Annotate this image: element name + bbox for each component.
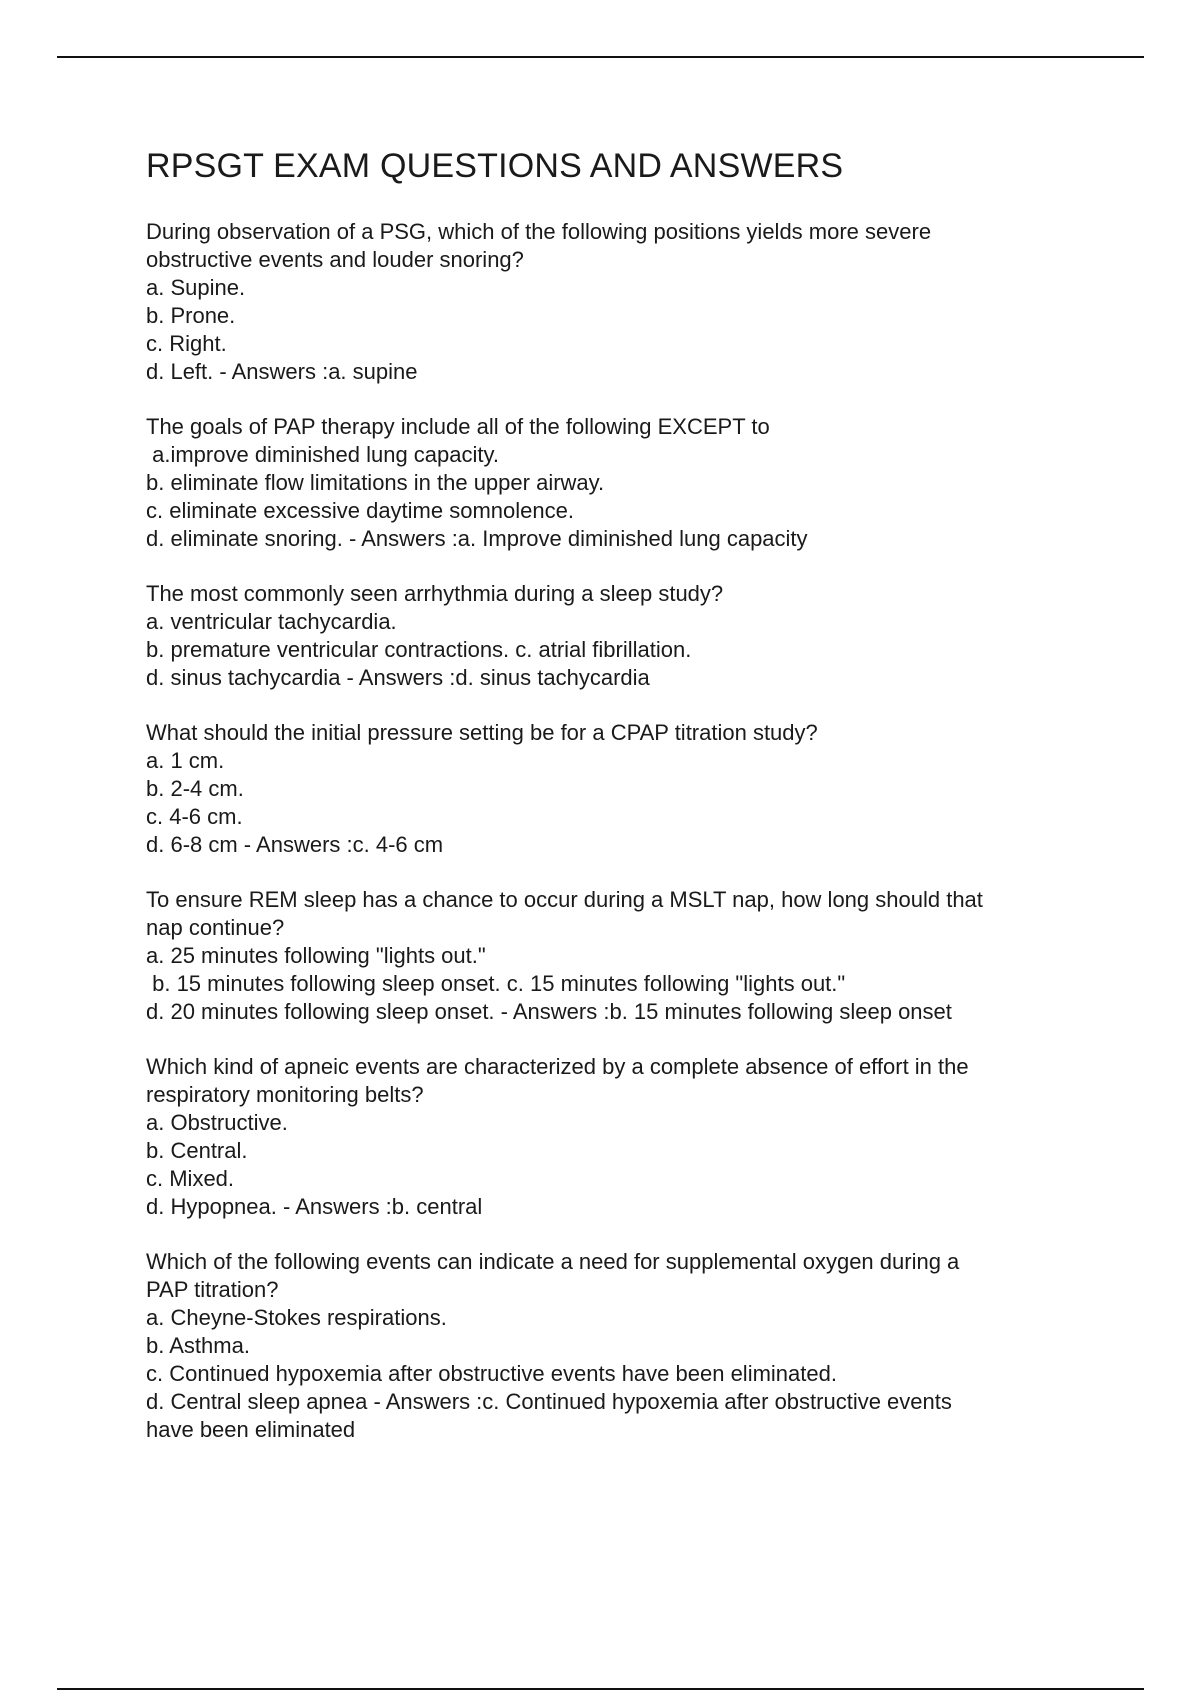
option-line: c. Mixed. [146,1166,235,1191]
option-line: a. ventricular tachycardia. [146,609,397,634]
top-rule [57,56,1144,58]
option-line: b. eliminate flow limitations in the upper airway. [146,470,605,495]
answer-line: d. Left. - Answers :a. supine [146,359,418,384]
question-block [146,886,1096,1026]
option-line: c. Right. [146,331,227,356]
option-line: b. 15 minutes following sleep onset. c. 15 minutes following "lights out." [146,971,846,996]
question-line: obstructive events and louder snoring? [146,247,524,272]
question-block [146,413,1096,553]
option-line: a. Cheyne-Stokes respirations. [146,1305,447,1330]
question-line: nap continue? [146,915,285,940]
option-line: b. Asthma. [146,1333,250,1358]
option-line: a. 25 minutes following "lights out." [146,943,486,968]
answer-line: d. 6-8 cm - Answers :c. 4-6 cm [146,832,444,857]
option-line: c. 4-6 cm. [146,804,243,829]
question-line: respiratory monitoring belts? [146,1082,424,1107]
option-line: b. 2-4 cm. [146,776,244,801]
answer-line: d. Hypopnea. - Answers :b. central [146,1194,483,1219]
question-block [146,218,1096,386]
answer-line: d. Central sleep apnea - Answers :c. Continued hypoxemia after obstructive events [146,1389,952,1414]
option-line: b. premature ventricular contractions. c. atrial fibrillation. [146,637,692,662]
answer-line: d. 20 minutes following sleep onset. - Answers :b. 15 minutes following sleep onset [146,999,952,1024]
document-content [146,140,1096,1471]
option-line: a. Obstructive. [146,1110,288,1135]
question-line: During observation of a PSG, which of the following positions yields more severe [146,219,932,244]
option-line: a.improve diminished lung capacity. [146,442,499,467]
page-title: RPSGT EXAM QUESTIONS AND ANSWERS [146,147,844,185]
option-line: c. eliminate excessive daytime somnolence. [146,498,574,523]
option-line: b. Central. [146,1138,248,1163]
question-line: Which kind of apneic events are characterized by a complete absence of effort in the [146,1054,969,1079]
question-block [146,719,1096,859]
bottom-rule [57,1688,1144,1690]
question-line: To ensure REM sleep has a chance to occur during a MSLT nap, how long should that [146,887,983,912]
question-line: The most commonly seen arrhythmia during a sleep study? [146,581,724,606]
answer-line: have been eliminated [146,1417,356,1442]
option-line: a. 1 cm. [146,748,225,773]
option-line: c. Continued hypoxemia after obstructive events have been eliminated. [146,1361,837,1386]
question-line: The goals of PAP therapy include all of the following EXCEPT to [146,414,770,439]
question-block [146,1248,1096,1444]
question-line: What should the initial pressure setting be for a CPAP titration study? [146,720,818,745]
answer-line: d. eliminate snoring. - Answers :a. Improve diminished lung capacity [146,526,808,551]
answer-line: d. sinus tachycardia - Answers :d. sinus tachycardia [146,665,650,690]
question-block [146,580,1096,692]
question-line: PAP titration? [146,1277,279,1302]
question-line: Which of the following events can indicate a need for supplemental oxygen during a [146,1249,960,1274]
option-line: b. Prone. [146,303,236,328]
question-block [146,1053,1096,1221]
option-line: a. Supine. [146,275,246,300]
